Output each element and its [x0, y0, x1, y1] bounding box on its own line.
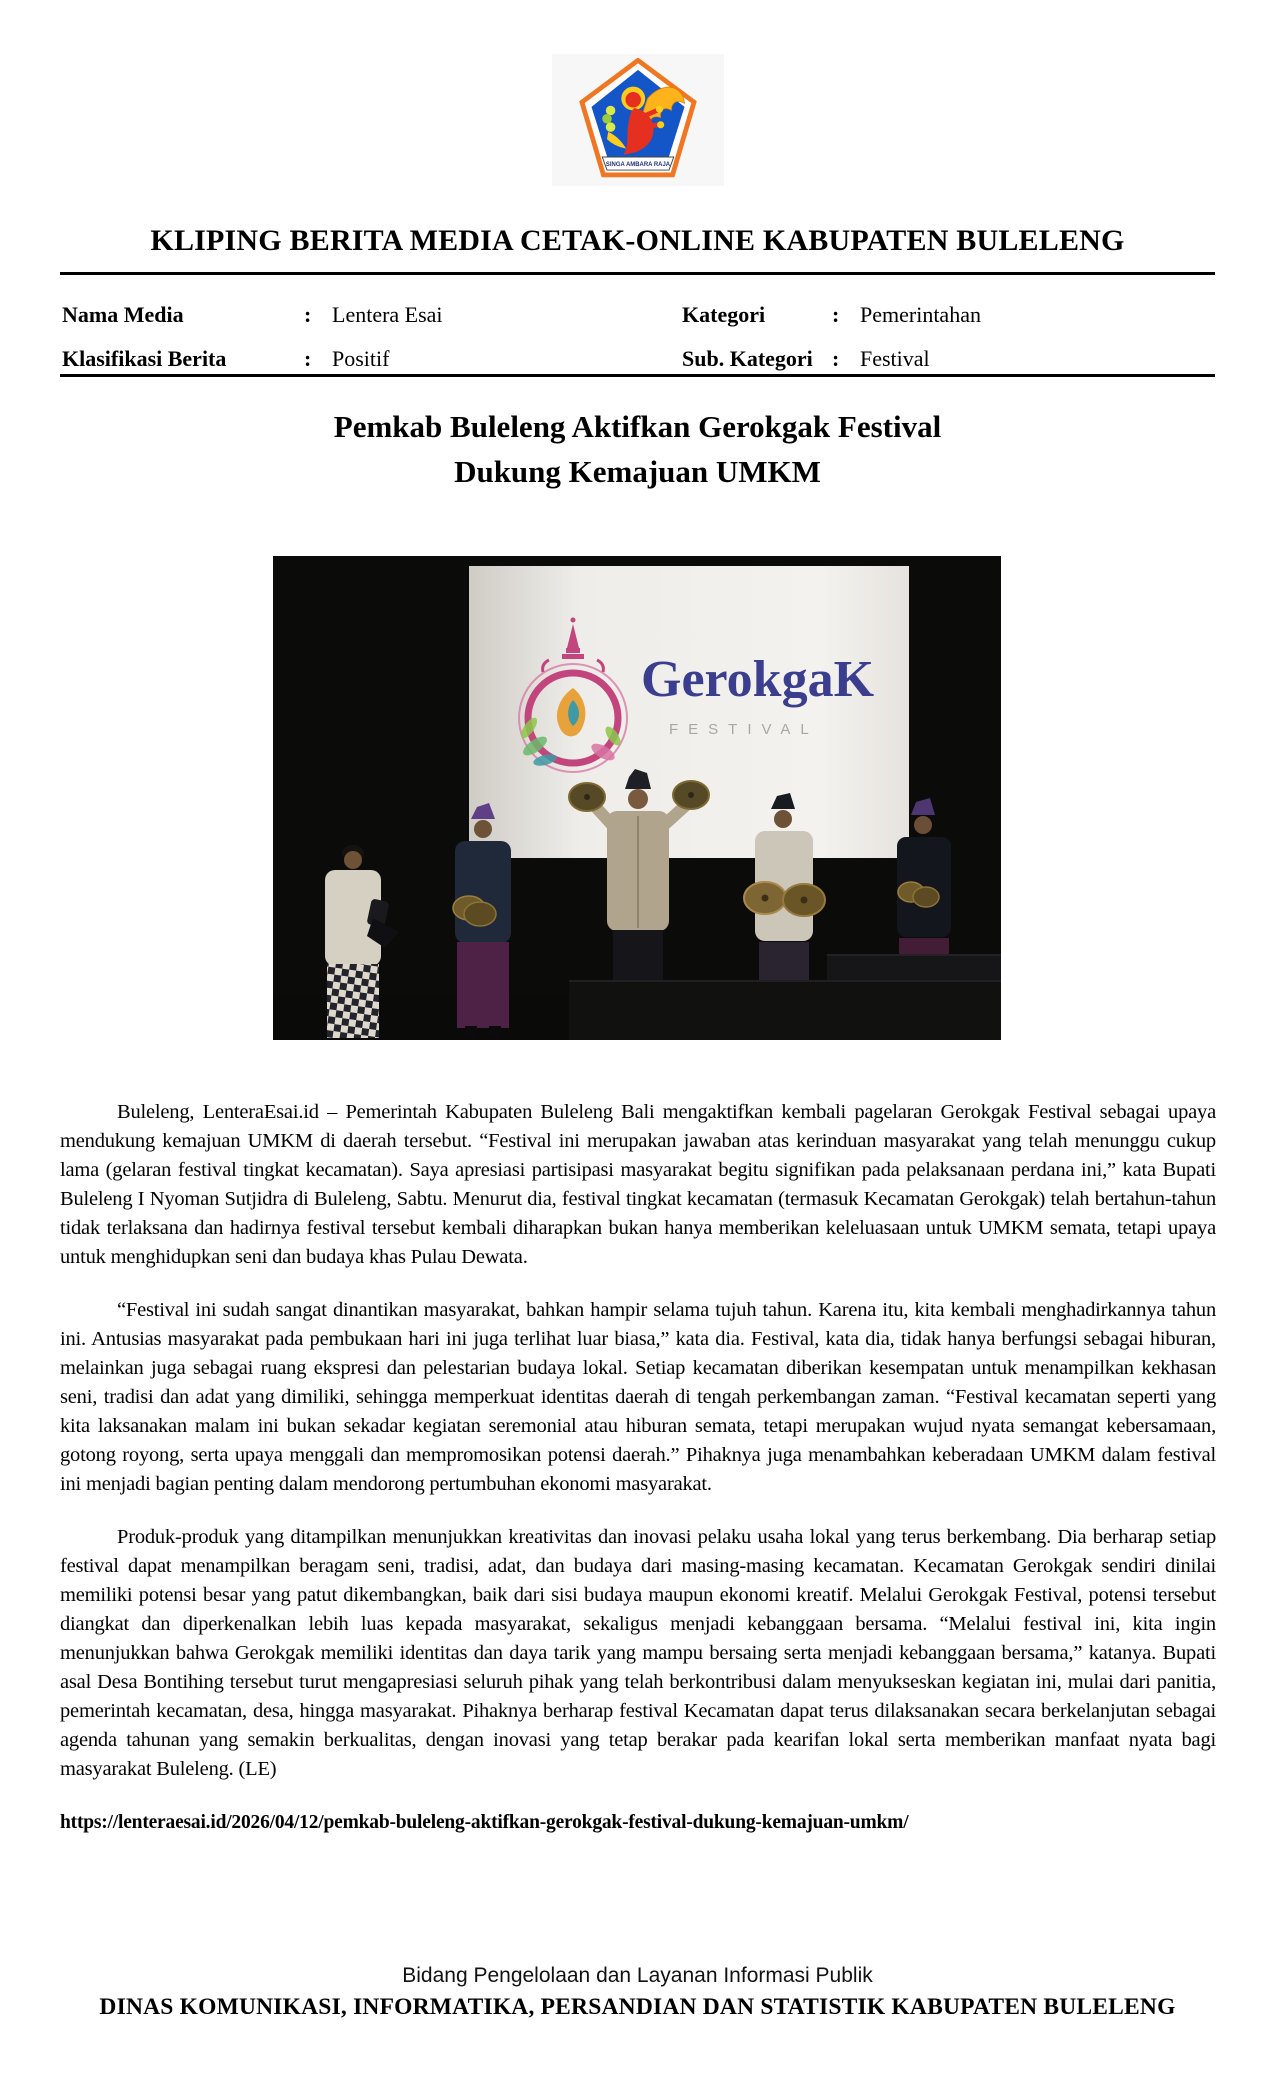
stage-photo-illustration	[273, 556, 1001, 1040]
colon: :	[832, 302, 840, 327]
nama-media-label: Nama Media	[62, 302, 184, 327]
article-photo	[273, 556, 1001, 1040]
body-paragraph: Buleleng, LenteraEsai.id – Pemerintah Kabupaten Buleleng Bali mengaktifkan kembali pagelaran Gerokgak Festival sebagai upaya mendukung kemajuan UMKM di daerah tersebut. “Festival ini merupakan jawaban atas kerinduan masyarakat yang telah menunggu cukup lama (gelaran festival tingkat kecamatan). Saya apresiasi partisipasi masyarakat begitu signifikan pada pelaksanaan perdana ini,” kata Bupati Buleleng I Nyoman Sutjidra di Buleleng, Sabtu. Menurut dia, festival tingkat kecamatan (termasuk Kecamatan Gerokgak) telah bertahun-tahun tidak terlaksana dan hadirnya festival tersebut kembali diharapkan bukan hanya memberikan keleluasaan untuk UMKM semata, tetapi upaya untuk menghidupkan seni dan budaya khas Pulau Dewata.	[60, 1101, 1216, 1268]
colon: :	[304, 346, 312, 371]
speaker-box	[569, 980, 1001, 1040]
kliping-title: KLIPING BERITA MEDIA CETAK-ONLINE KABUPATEN BULELENG	[150, 224, 1125, 257]
footer-division-line: Bidang Pengelolaan dan Layanan Informasi Publik	[402, 1964, 873, 1987]
divider-top	[60, 272, 1215, 275]
colon: :	[832, 346, 840, 371]
meta-row-1	[62, 302, 1217, 328]
source-url[interactable]: https://lenteraesai.id/2026/04/12/pemkab-buleleng-aktifkan-gerokgak-festival-dukung-kemajuan-umkm/	[60, 1812, 909, 1833]
logo-banner-text: SINGA AMBARA RAJA	[605, 161, 670, 168]
buleleng-emblem-logo	[578, 58, 698, 182]
foliage	[605, 106, 615, 116]
footer-agency-line: DINAS KOMUNIKASI, INFORMATIKA, PERSANDIAN DAN STATISTIK KABUPATEN BULELENG	[99, 1994, 1176, 2020]
logo-panel	[552, 54, 724, 186]
lion-head	[625, 92, 641, 108]
sub-kategori-value: Festival	[860, 346, 930, 371]
divider-bottom	[60, 374, 1215, 377]
lion-paw	[655, 106, 662, 113]
lion-foreleg2	[640, 125, 658, 127]
body-paragraph: “Festival ini sudah sangat dinantikan masyarakat, bahkan hampir selama tujuh tahun. Karena itu, kita kembali menghadirkannya tahun ini. Antusias masyarakat pada pembukaan hari ini juga terlihat luar biasa,” kata dia. Festival, kata dia, tidak hanya berfungsi sebagai hiburan, melainkan juga sebagai ruang ekspresi dan pelestarian budaya lokal. Setiap kecamatan diberikan kesempatan untuk menampilkan kekhasan seni, tradisi dan adat yang dimiliki, sehingga memperkuat identitas daerah di tengah perkembangan zaman. “Festival kecamatan seperti yang kita laksanakan malam ini bukan sekadar kegiatan seremonial atau hiburan semata, tetapi merupakan wujud nyata semangat kebersamaan, gotong royong, serta upaya menggali dan mempromosikan potensi daerah.” Pihaknya juga menambahkan keberadaan UMKM dalam festival ini menjadi bagian penting dalam mendorong pertumbuhan ekonomi masyarakat.	[60, 1299, 1216, 1495]
article-body	[60, 1098, 1216, 1837]
photo-screen-subtitle: FESTIVAL	[669, 721, 819, 738]
colon: :	[304, 302, 312, 327]
nama-media-value: Lentera Esai	[332, 302, 443, 327]
projection-screen	[469, 566, 909, 858]
kategori-label: Kategori	[682, 302, 766, 327]
article-title-line1: Pemkab Buleleng Aktifkan Gerokgak Festival	[333, 409, 942, 444]
meta-row-2	[62, 346, 1217, 372]
kategori-value: Pemerintahan	[860, 302, 981, 327]
article-title-line2: Dukung Kemajuan UMKM	[454, 454, 821, 489]
body-paragraph: Produk-produk yang ditampilkan menunjukkan kreativitas dan inovasi pelaku usaha lokal yang terus berkembang. Dia berharap setiap festival dapat menampilkan beragam seni, tradisi, adat, dan budaya dari masing-masing kecamatan. Kecamatan Gerokgak sendiri dinilai memiliki potensi besar yang patut dikembangkan, baik dari sisi budaya maupun ekonomi kreatif. Melalui Gerokgak Festival, potensi tersebut diangkat dan diperkenalkan lebih luas kepada masyarakat, sekaligus menjadi kebanggaan bersama. “Melalui festival ini, kita ingin menunjukkan bahwa Gerokgak memiliki identitas dan daya tarik yang mampu bersaing serta menjadi kebanggaan bersama,” katanya. Bupati asal Desa Bontihing tersebut turut mengapresiasi seluruh pihak yang telah berkontribusi dalam menyukseskan kegiatan ini, mulai dari panitia, pemerintah kecamatan, desa, hingga masyarakat. Pihaknya berharap festival Kecamatan dapat terus dilaksanakan secara berkelanjutan sebagai agenda tahunan yang semakin berkualitas, dengan inovasi yang tetap berakar pada kearifan lokal serta memberikan manfaat nyata bagi masyarakat Buleleng. (LE)	[60, 1526, 1216, 1780]
foliage2	[602, 114, 612, 124]
klasifikasi-label: Klasifikasi Berita	[62, 346, 227, 371]
klasifikasi-value: Positif	[332, 346, 390, 371]
foliage3	[605, 122, 615, 132]
photo-screen-title: GerokgaK	[641, 651, 875, 708]
article-title	[0, 404, 1275, 494]
sub-kategori-label: Sub. Kategori	[682, 346, 813, 371]
lion-paw2	[657, 121, 664, 128]
